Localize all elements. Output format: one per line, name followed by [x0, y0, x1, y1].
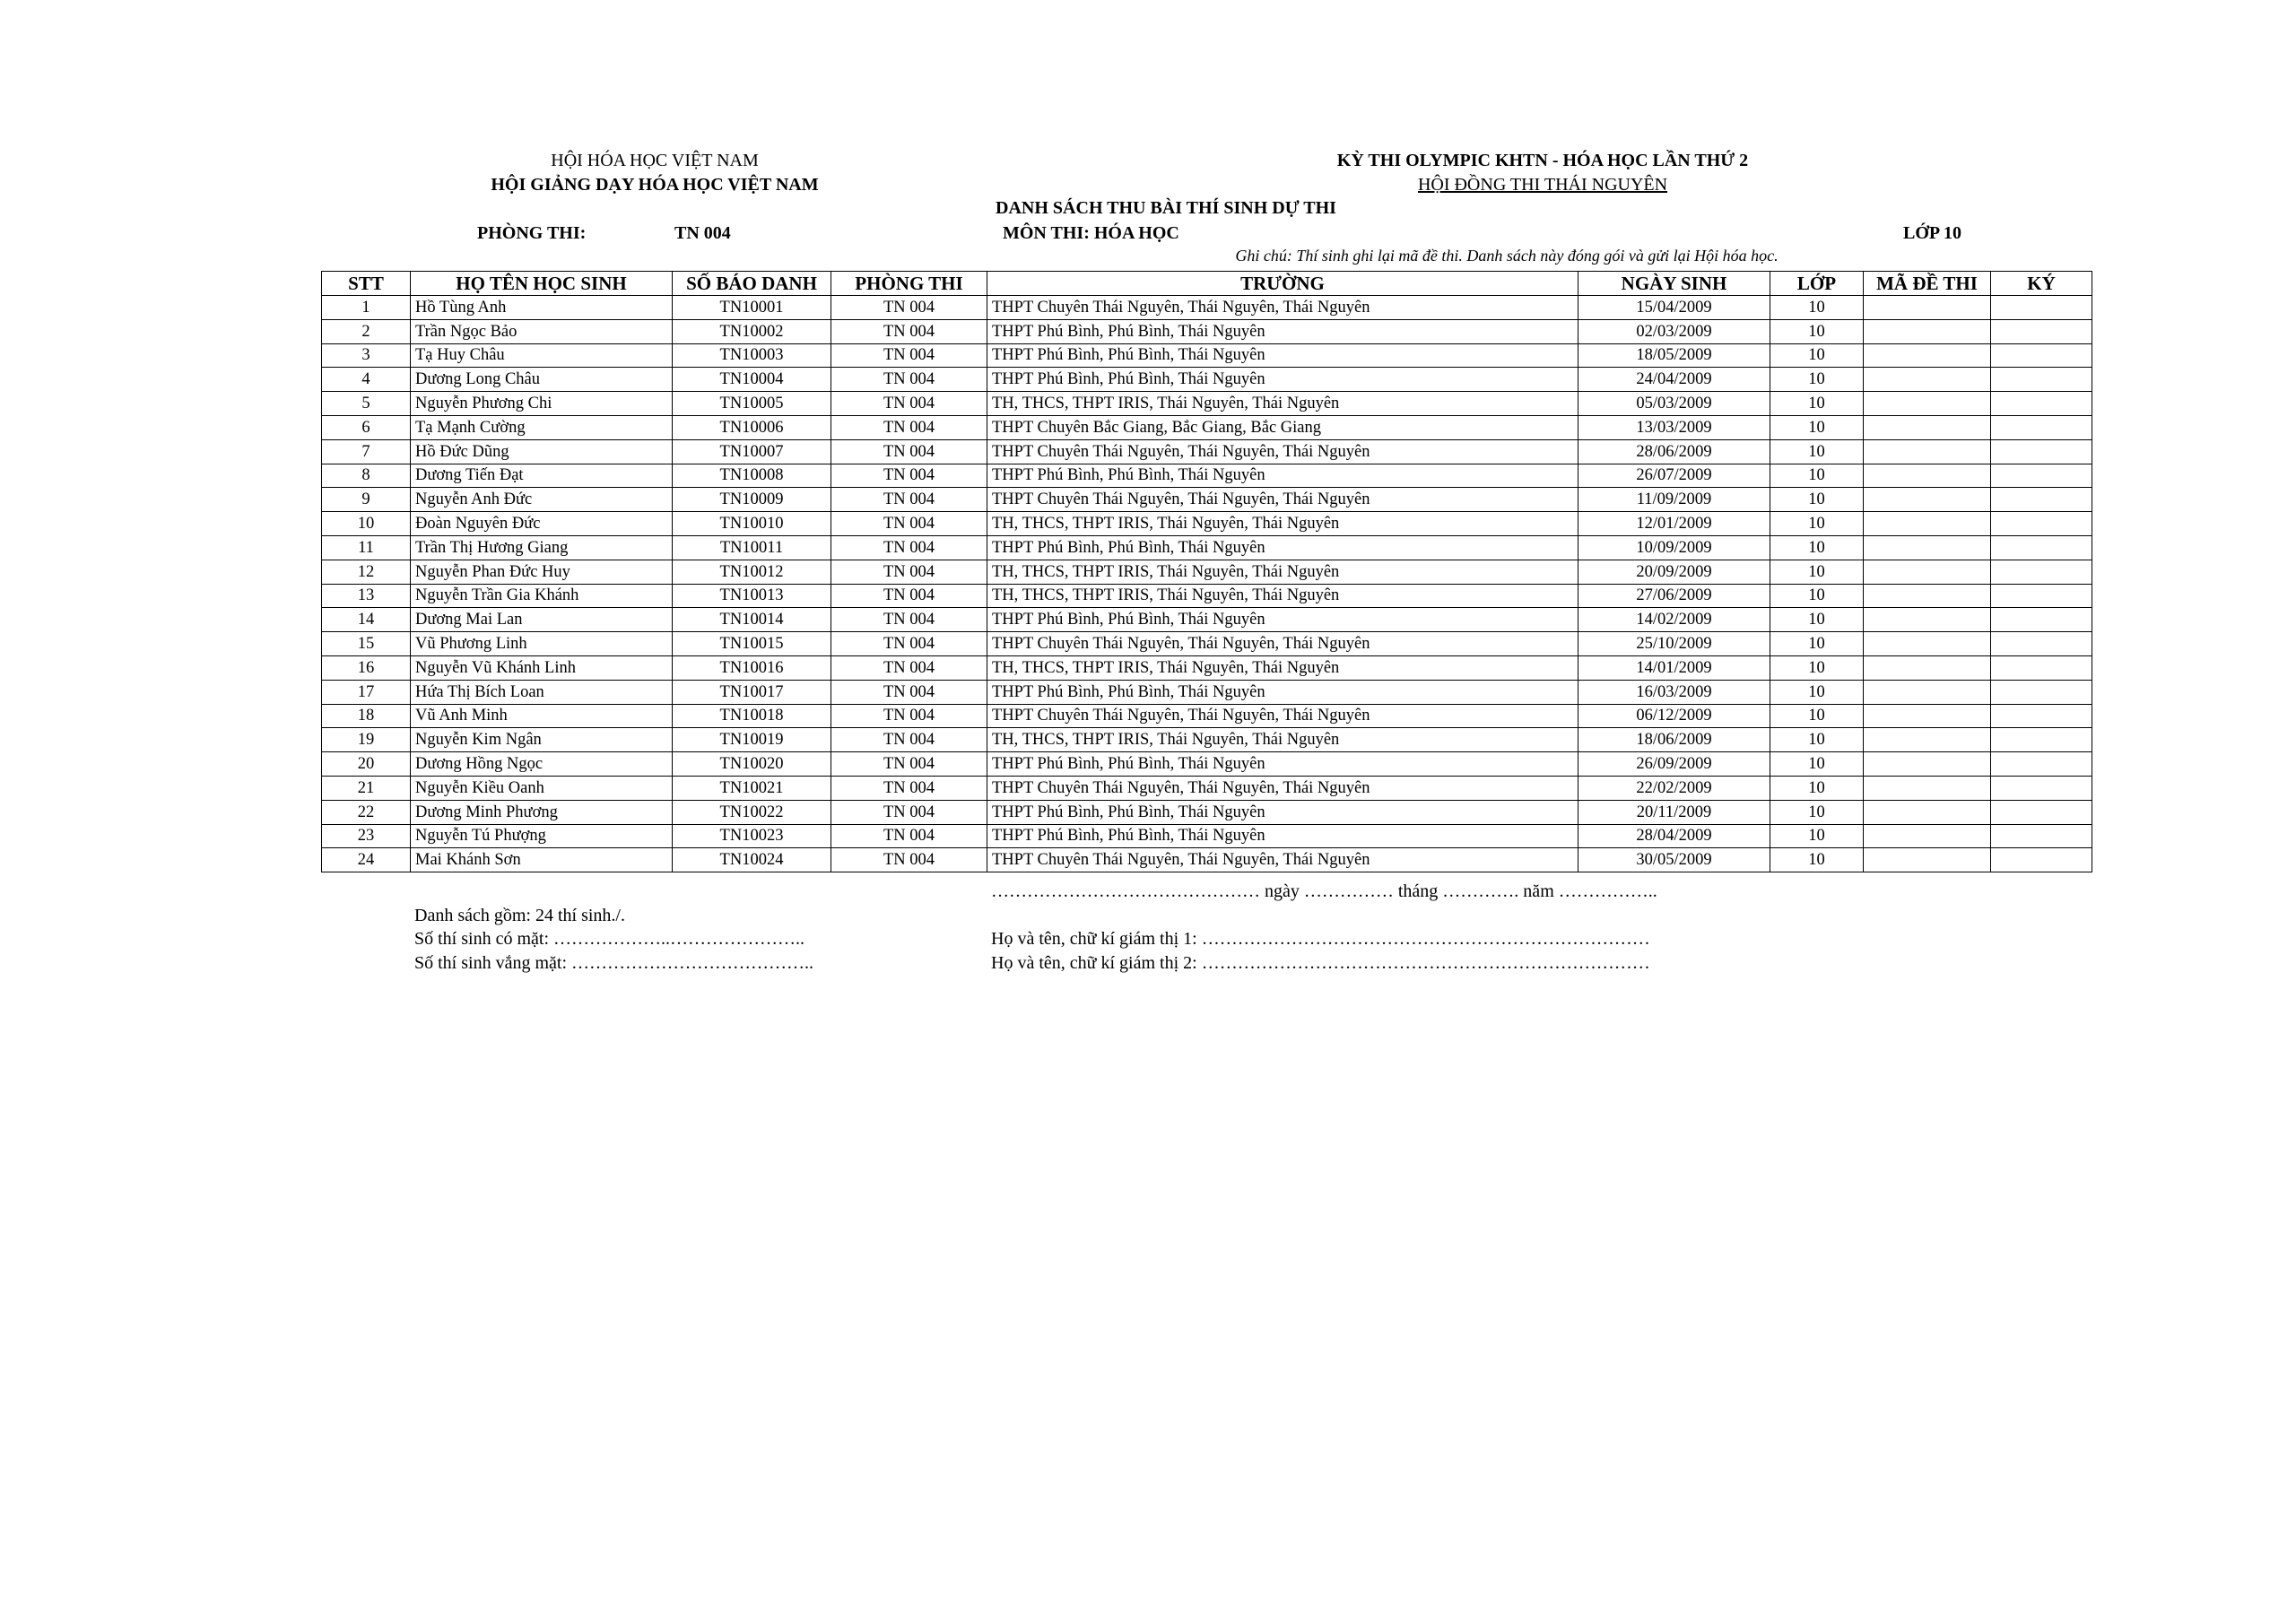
cell-exam-code[interactable]	[1864, 824, 1991, 848]
cell-signature[interactable]	[1991, 439, 2092, 464]
cell-room: TN 004	[831, 512, 987, 536]
cell-room: TN 004	[831, 415, 987, 439]
cell-grade: 10	[1770, 608, 1864, 632]
cell-candidate-number: TN10007	[673, 439, 831, 464]
table-row	[322, 632, 2092, 656]
cell-student-name: Nguyễn Kiều Oanh	[411, 776, 673, 800]
table-row	[322, 488, 2092, 512]
grade-label: LỚP 10	[1903, 223, 1962, 243]
cell-student-name: Hứa Thị Bích Loan	[411, 680, 673, 704]
cell-signature[interactable]	[1991, 584, 2092, 608]
cell-room: TN 004	[831, 608, 987, 632]
cell-exam-code[interactable]	[1864, 512, 1991, 536]
cell-grade: 10	[1770, 368, 1864, 392]
cell-stt: 9	[322, 488, 411, 512]
cell-school: THPT Chuyên Thái Nguyên, Thái Nguyên, Thái Nguyên	[987, 439, 1578, 464]
cell-signature[interactable]	[1991, 752, 2092, 777]
cell-room: TN 004	[831, 655, 987, 680]
cell-grade: 10	[1770, 535, 1864, 560]
cell-exam-code[interactable]	[1864, 728, 1991, 752]
cell-school: THPT Chuyên Thái Nguyên, Thái Nguyên, Thái Nguyên	[987, 632, 1578, 656]
cell-grade: 10	[1770, 655, 1864, 680]
cell-birth-date: 27/06/2009	[1578, 584, 1770, 608]
cell-stt: 20	[322, 752, 411, 777]
cell-student-name: Hồ Đức Dũng	[411, 439, 673, 464]
absent-count: Số thí sinh vắng mặt: …………………………………..	[414, 953, 813, 973]
cell-school: TH, THCS, THPT IRIS, Thái Nguyên, Thái Nguyên	[987, 560, 1578, 584]
cell-school: THPT Chuyên Thái Nguyên, Thái Nguyên, Thái Nguyên	[987, 776, 1578, 800]
cell-exam-code[interactable]	[1864, 368, 1991, 392]
cell-grade: 10	[1770, 704, 1864, 728]
cell-signature[interactable]	[1991, 776, 2092, 800]
cell-birth-date: 24/04/2009	[1578, 368, 1770, 392]
date-line: ……………………………………… ngày …………… tháng …………. năm ……………..	[991, 881, 1657, 901]
column-header-birth-date: NGÀY SINH	[1578, 272, 1770, 296]
cell-signature[interactable]	[1991, 680, 2092, 704]
cell-candidate-number: TN10011	[673, 535, 831, 560]
cell-grade: 10	[1770, 680, 1864, 704]
cell-room: TN 004	[831, 752, 987, 777]
cell-school: TH, THCS, THPT IRIS, Thái Nguyên, Thái Nguyên	[987, 392, 1578, 416]
cell-candidate-number: TN10013	[673, 584, 831, 608]
cell-school: TH, THCS, THPT IRIS, Thái Nguyên, Thái Nguyên	[987, 512, 1578, 536]
cell-student-name: Vũ Phương Linh	[411, 632, 673, 656]
cell-birth-date: 28/04/2009	[1578, 824, 1770, 848]
cell-school: THPT Phú Bình, Phú Bình, Thái Nguyên	[987, 824, 1578, 848]
cell-candidate-number: TN10012	[673, 560, 831, 584]
cell-exam-code[interactable]	[1864, 776, 1991, 800]
cell-signature[interactable]	[1991, 824, 2092, 848]
cell-birth-date: 25/10/2009	[1578, 632, 1770, 656]
cell-grade: 10	[1770, 343, 1864, 368]
column-header-stt: STT	[322, 272, 411, 296]
cell-school: THPT Phú Bình, Phú Bình, Thái Nguyên	[987, 680, 1578, 704]
cell-birth-date: 20/11/2009	[1578, 800, 1770, 824]
cell-stt: 2	[322, 319, 411, 343]
cell-stt: 13	[322, 584, 411, 608]
table-row	[322, 608, 2092, 632]
cell-stt: 5	[322, 392, 411, 416]
cell-school: THPT Chuyên Thái Nguyên, Thái Nguyên, Thái Nguyên	[987, 296, 1578, 320]
cell-grade: 10	[1770, 439, 1864, 464]
cell-candidate-number: TN10023	[673, 824, 831, 848]
cell-exam-code[interactable]	[1864, 608, 1991, 632]
cell-room: TN 004	[831, 728, 987, 752]
cell-exam-code[interactable]	[1864, 392, 1991, 416]
cell-birth-date: 12/01/2009	[1578, 512, 1770, 536]
cell-signature[interactable]	[1991, 415, 2092, 439]
cell-room: TN 004	[831, 488, 987, 512]
cell-student-name: Trần Thị Hương Giang	[411, 535, 673, 560]
cell-room: TN 004	[831, 680, 987, 704]
total-count: Danh sách gồm: 24 thí sinh./.	[414, 906, 625, 925]
cell-room: TN 004	[831, 319, 987, 343]
table-row	[322, 800, 2092, 824]
cell-student-name: Nguyễn Phương Chi	[411, 392, 673, 416]
instruction-note: Ghi chú: Thí sinh ghi lại mã đề thi. Danh sách này đóng gói và gửi lại Hội hóa học.	[1235, 247, 1779, 265]
cell-room: TN 004	[831, 848, 987, 872]
cell-grade: 10	[1770, 800, 1864, 824]
cell-room: TN 004	[831, 800, 987, 824]
cell-room: TN 004	[831, 296, 987, 320]
cell-grade: 10	[1770, 560, 1864, 584]
cell-stt: 7	[322, 439, 411, 464]
cell-signature[interactable]	[1991, 488, 2092, 512]
cell-exam-code[interactable]	[1864, 584, 1991, 608]
cell-grade: 10	[1770, 415, 1864, 439]
table-row	[322, 535, 2092, 560]
cell-candidate-number: TN10015	[673, 632, 831, 656]
cell-signature[interactable]	[1991, 368, 2092, 392]
cell-birth-date: 13/03/2009	[1578, 415, 1770, 439]
cell-school: THPT Chuyên Bắc Giang, Bắc Giang, Bắc Giang	[987, 415, 1578, 439]
table-header-row	[322, 272, 2092, 296]
cell-grade: 10	[1770, 392, 1864, 416]
cell-stt: 16	[322, 655, 411, 680]
cell-stt: 17	[322, 680, 411, 704]
cell-student-name: Trần Ngọc Bảo	[411, 319, 673, 343]
cell-birth-date: 10/09/2009	[1578, 535, 1770, 560]
table-row	[322, 824, 2092, 848]
cell-student-name: Dương Tiến Đạt	[411, 464, 673, 488]
cell-school: TH, THCS, THPT IRIS, Thái Nguyên, Thái Nguyên	[987, 655, 1578, 680]
cell-candidate-number: TN10022	[673, 800, 831, 824]
cell-exam-code[interactable]	[1864, 752, 1991, 777]
table-row	[322, 392, 2092, 416]
cell-student-name: Dương Minh Phương	[411, 800, 673, 824]
cell-signature[interactable]	[1991, 535, 2092, 560]
cell-candidate-number: TN10002	[673, 319, 831, 343]
cell-signature[interactable]	[1991, 848, 2092, 872]
cell-school: THPT Phú Bình, Phú Bình, Thái Nguyên	[987, 800, 1578, 824]
cell-candidate-number: TN10014	[673, 608, 831, 632]
cell-candidate-number: TN10001	[673, 296, 831, 320]
cell-signature[interactable]	[1991, 704, 2092, 728]
cell-room: TN 004	[831, 704, 987, 728]
cell-school: TH, THCS, THPT IRIS, Thái Nguyên, Thái Nguyên	[987, 584, 1578, 608]
cell-room: TN 004	[831, 560, 987, 584]
cell-birth-date: 05/03/2009	[1578, 392, 1770, 416]
cell-room: TN 004	[831, 632, 987, 656]
cell-student-name: Nguyễn Tú Phượng	[411, 824, 673, 848]
cell-stt: 12	[322, 560, 411, 584]
cell-candidate-number: TN10006	[673, 415, 831, 439]
cell-exam-code[interactable]	[1864, 439, 1991, 464]
cell-school: THPT Phú Bình, Phú Bình, Thái Nguyên	[987, 319, 1578, 343]
table-row	[322, 343, 2092, 368]
cell-signature[interactable]	[1991, 728, 2092, 752]
cell-room: TN 004	[831, 584, 987, 608]
table-row	[322, 584, 2092, 608]
cell-birth-date: 30/05/2009	[1578, 848, 1770, 872]
exam-title: KỲ THI OLYMPIC KHTN - HÓA HỌC LẦN THỨ 2	[1336, 151, 1749, 170]
cell-student-name: Hồ Tùng Anh	[411, 296, 673, 320]
table-row	[322, 704, 2092, 728]
cell-exam-code[interactable]	[1864, 680, 1991, 704]
cell-birth-date: 20/09/2009	[1578, 560, 1770, 584]
cell-exam-code[interactable]	[1864, 319, 1991, 343]
cell-signature[interactable]	[1991, 560, 2092, 584]
cell-school: THPT Phú Bình, Phú Bình, Thái Nguyên	[987, 535, 1578, 560]
cell-candidate-number: TN10008	[673, 464, 831, 488]
list-title: DANH SÁCH THU BÀI THÍ SINH DỰ THI	[996, 198, 1336, 218]
cell-grade: 10	[1770, 824, 1864, 848]
cell-signature[interactable]	[1991, 319, 2092, 343]
cell-exam-code[interactable]	[1864, 560, 1991, 584]
table-row	[322, 319, 2092, 343]
candidate-table	[321, 271, 2092, 872]
cell-candidate-number: TN10021	[673, 776, 831, 800]
cell-exam-code[interactable]	[1864, 415, 1991, 439]
cell-grade: 10	[1770, 296, 1864, 320]
column-header-name: HỌ TÊN HỌC SINH	[411, 272, 673, 296]
cell-birth-date: 18/05/2009	[1578, 343, 1770, 368]
cell-stt: 1	[322, 296, 411, 320]
cell-exam-code[interactable]	[1864, 800, 1991, 824]
cell-birth-date: 02/03/2009	[1578, 319, 1770, 343]
cell-signature[interactable]	[1991, 800, 2092, 824]
table-row	[322, 680, 2092, 704]
table-row	[322, 464, 2092, 488]
cell-room: TN 004	[831, 824, 987, 848]
cell-exam-code[interactable]	[1864, 632, 1991, 656]
column-header-room: PHÒNG THI	[831, 272, 987, 296]
cell-grade: 10	[1770, 488, 1864, 512]
column-header-school: TRƯỜNG	[987, 272, 1578, 296]
cell-student-name: Đoàn Nguyên Đức	[411, 512, 673, 536]
table-row	[322, 776, 2092, 800]
cell-stt: 18	[322, 704, 411, 728]
cell-candidate-number: TN10005	[673, 392, 831, 416]
cell-grade: 10	[1770, 848, 1864, 872]
cell-exam-code[interactable]	[1864, 488, 1991, 512]
table-row	[322, 368, 2092, 392]
cell-school: THPT Phú Bình, Phú Bình, Thái Nguyên	[987, 752, 1578, 777]
cell-stt: 4	[322, 368, 411, 392]
cell-exam-code[interactable]	[1864, 464, 1991, 488]
cell-stt: 24	[322, 848, 411, 872]
table-row	[322, 439, 2092, 464]
cell-student-name: Nguyễn Vũ Khánh Linh	[411, 655, 673, 680]
cell-signature[interactable]	[1991, 464, 2092, 488]
proctor-2-signature: Họ và tên, chữ kí giám thị 2: …………………………………………………………………	[991, 953, 1650, 973]
cell-birth-date: 16/03/2009	[1578, 680, 1770, 704]
cell-school: THPT Phú Bình, Phú Bình, Thái Nguyên	[987, 608, 1578, 632]
cell-grade: 10	[1770, 776, 1864, 800]
cell-student-name: Nguyễn Phan Đức Huy	[411, 560, 673, 584]
cell-student-name: Tạ Mạnh Cường	[411, 415, 673, 439]
org-line-1: HỘI HÓA HỌC VIỆT NAM	[551, 151, 759, 170]
column-header-grade: LỚP	[1770, 272, 1864, 296]
cell-signature[interactable]	[1991, 343, 2092, 368]
cell-stt: 14	[322, 608, 411, 632]
cell-birth-date: 14/02/2009	[1578, 608, 1770, 632]
cell-grade: 10	[1770, 319, 1864, 343]
room-label: PHÒNG THI:	[477, 223, 587, 243]
cell-stt: 21	[322, 776, 411, 800]
table-row	[322, 752, 2092, 777]
cell-candidate-number: TN10020	[673, 752, 831, 777]
cell-grade: 10	[1770, 584, 1864, 608]
table-row	[322, 848, 2092, 872]
cell-candidate-number: TN10004	[673, 368, 831, 392]
cell-stt: 3	[322, 343, 411, 368]
cell-birth-date: 18/06/2009	[1578, 728, 1770, 752]
cell-stt: 10	[322, 512, 411, 536]
cell-student-name: Tạ Huy Châu	[411, 343, 673, 368]
cell-school: THPT Phú Bình, Phú Bình, Thái Nguyên	[987, 464, 1578, 488]
table-row	[322, 512, 2092, 536]
cell-birth-date: 26/09/2009	[1578, 752, 1770, 777]
subject-label: MÔN THI: HÓA HỌC	[1003, 223, 1179, 243]
council-name: HỘI ĐỒNG THI THÁI NGUYÊN	[1417, 175, 1668, 195]
cell-candidate-number: TN10024	[673, 848, 831, 872]
org-line-2: HỘI GIẢNG DẠY HÓA HỌC VIỆT NAM	[491, 175, 819, 195]
cell-signature[interactable]	[1991, 296, 2092, 320]
cell-grade: 10	[1770, 512, 1864, 536]
cell-school: THPT Chuyên Thái Nguyên, Thái Nguyên, Thái Nguyên	[987, 848, 1578, 872]
cell-grade: 10	[1770, 632, 1864, 656]
cell-student-name: Nguyễn Trần Gia Khánh	[411, 584, 673, 608]
cell-school: THPT Phú Bình, Phú Bình, Thái Nguyên	[987, 368, 1578, 392]
cell-birth-date: 06/12/2009	[1578, 704, 1770, 728]
table-row	[322, 296, 2092, 320]
cell-stt: 22	[322, 800, 411, 824]
cell-room: TN 004	[831, 343, 987, 368]
cell-signature[interactable]	[1991, 632, 2092, 656]
cell-school: TH, THCS, THPT IRIS, Thái Nguyên, Thái Nguyên	[987, 728, 1578, 752]
cell-stt: 8	[322, 464, 411, 488]
cell-school: THPT Chuyên Thái Nguyên, Thái Nguyên, Thái Nguyên	[987, 488, 1578, 512]
cell-exam-code[interactable]	[1864, 296, 1991, 320]
cell-stt: 19	[322, 728, 411, 752]
column-header-signature: KÝ	[1991, 272, 2092, 296]
cell-birth-date: 26/07/2009	[1578, 464, 1770, 488]
cell-candidate-number: TN10003	[673, 343, 831, 368]
column-header-candidate-number: SỐ BÁO DANH	[673, 272, 831, 296]
cell-room: TN 004	[831, 464, 987, 488]
cell-exam-code[interactable]	[1864, 655, 1991, 680]
cell-exam-code[interactable]	[1864, 848, 1991, 872]
table-row	[322, 728, 2092, 752]
cell-birth-date: 15/04/2009	[1578, 296, 1770, 320]
cell-birth-date: 14/01/2009	[1578, 655, 1770, 680]
cell-birth-date: 28/06/2009	[1578, 439, 1770, 464]
cell-candidate-number: TN10009	[673, 488, 831, 512]
cell-exam-code[interactable]	[1864, 704, 1991, 728]
cell-stt: 11	[322, 535, 411, 560]
cell-candidate-number: TN10010	[673, 512, 831, 536]
cell-room: TN 004	[831, 368, 987, 392]
room-value: TN 004	[674, 223, 731, 243]
cell-student-name: Dương Long Châu	[411, 368, 673, 392]
cell-signature[interactable]	[1991, 392, 2092, 416]
proctor-1-signature: Họ và tên, chữ kí giám thị 1: …………………………………………………………………	[991, 929, 1650, 949]
cell-candidate-number: TN10019	[673, 728, 831, 752]
cell-student-name: Mai Khánh Sơn	[411, 848, 673, 872]
table-body	[322, 296, 2092, 872]
cell-room: TN 004	[831, 535, 987, 560]
cell-signature[interactable]	[1991, 655, 2092, 680]
cell-exam-code[interactable]	[1864, 343, 1991, 368]
cell-candidate-number: TN10017	[673, 680, 831, 704]
cell-student-name: Nguyễn Kim Ngân	[411, 728, 673, 752]
cell-stt: 23	[322, 824, 411, 848]
cell-birth-date: 11/09/2009	[1578, 488, 1770, 512]
cell-stt: 6	[322, 415, 411, 439]
cell-student-name: Dương Mai Lan	[411, 608, 673, 632]
cell-student-name: Vũ Anh Minh	[411, 704, 673, 728]
table-row	[322, 560, 2092, 584]
cell-room: TN 004	[831, 392, 987, 416]
cell-candidate-number: TN10018	[673, 704, 831, 728]
cell-grade: 10	[1770, 728, 1864, 752]
cell-stt: 15	[322, 632, 411, 656]
column-header-exam-code: MÃ ĐỀ THI	[1864, 272, 1991, 296]
cell-room: TN 004	[831, 439, 987, 464]
cell-school: THPT Phú Bình, Phú Bình, Thái Nguyên	[987, 343, 1578, 368]
cell-student-name: Dương Hồng Ngọc	[411, 752, 673, 777]
cell-school: THPT Chuyên Thái Nguyên, Thái Nguyên, Thái Nguyên	[987, 704, 1578, 728]
cell-exam-code[interactable]	[1864, 535, 1991, 560]
cell-signature[interactable]	[1991, 608, 2092, 632]
present-count: Số thí sinh có mặt: ………………..…………………..	[414, 929, 804, 949]
cell-room: TN 004	[831, 776, 987, 800]
cell-grade: 10	[1770, 752, 1864, 777]
cell-birth-date: 22/02/2009	[1578, 776, 1770, 800]
cell-signature[interactable]	[1991, 512, 2092, 536]
cell-grade: 10	[1770, 464, 1864, 488]
cell-candidate-number: TN10016	[673, 655, 831, 680]
table-row	[322, 655, 2092, 680]
table-row	[322, 415, 2092, 439]
cell-student-name: Nguyễn Anh Đức	[411, 488, 673, 512]
